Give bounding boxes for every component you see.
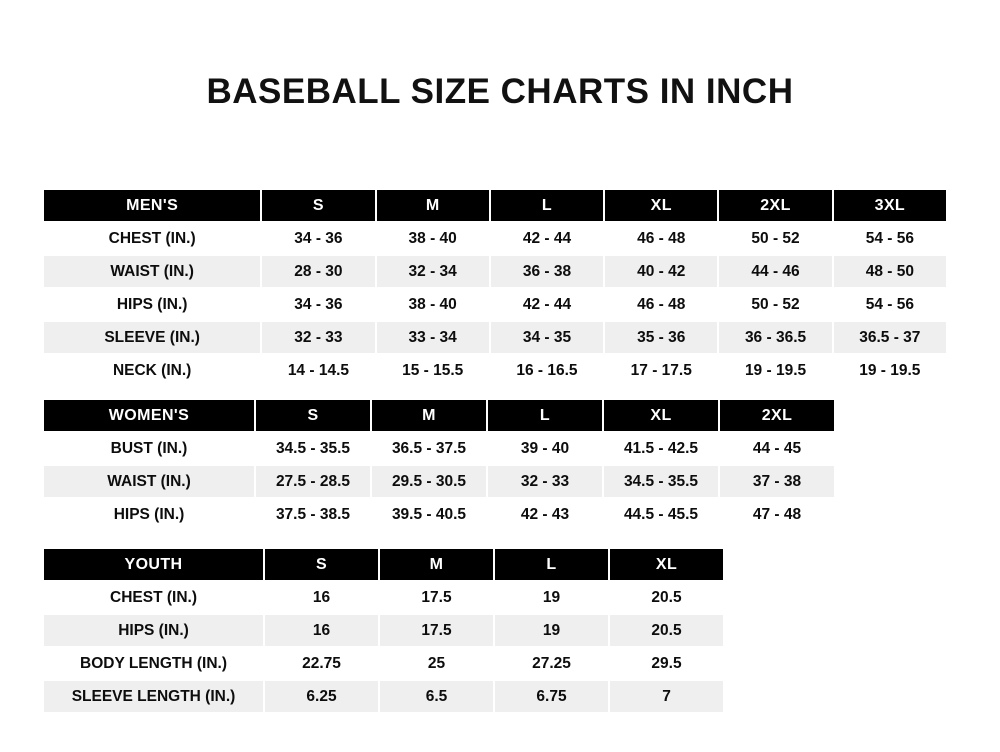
cell: 54 - 56 — [833, 288, 947, 321]
cell: 22.75 — [264, 647, 379, 680]
cell: 50 - 52 — [718, 222, 832, 255]
cell: 25 — [379, 647, 494, 680]
cell: 42 - 43 — [487, 498, 603, 531]
cell: 17.5 — [379, 581, 494, 614]
cell: 17.5 — [379, 614, 494, 647]
cell: 34 - 35 — [490, 321, 604, 354]
table-header-row — [43, 548, 724, 581]
cell: 16 - 16.5 — [490, 354, 604, 387]
cell: 34.5 - 35.5 — [255, 432, 371, 465]
column-header: L — [494, 548, 609, 581]
row-label: HIPS (IN.) — [43, 498, 255, 531]
cell: 39 - 40 — [487, 432, 603, 465]
cell: 37 - 38 — [719, 465, 835, 498]
row-label: BODY LENGTH (IN.) — [43, 647, 264, 680]
table-row — [43, 680, 724, 713]
cell: 36 - 38 — [490, 255, 604, 288]
table-row — [43, 354, 947, 387]
cell: 32 - 33 — [261, 321, 375, 354]
column-header: M — [376, 189, 490, 222]
cell: 38 - 40 — [376, 288, 490, 321]
column-header: L — [490, 189, 604, 222]
cell: 48 - 50 — [833, 255, 947, 288]
cell: 16 — [264, 581, 379, 614]
cell: 19 — [494, 581, 609, 614]
row-label: NECK (IN.) — [43, 354, 261, 387]
column-header: XL — [609, 548, 724, 581]
cell: 42 - 44 — [490, 222, 604, 255]
row-label: BUST (IN.) — [43, 432, 255, 465]
cell: 54 - 56 — [833, 222, 947, 255]
cell: 29.5 - 30.5 — [371, 465, 487, 498]
cell: 46 - 48 — [604, 288, 718, 321]
column-header: XL — [603, 399, 719, 432]
cell: 32 - 34 — [376, 255, 490, 288]
cell: 50 - 52 — [718, 288, 832, 321]
column-header: YOUTH — [43, 548, 264, 581]
page-title: BASEBALL SIZE CHARTS IN INCH — [206, 72, 794, 111]
youth-size-table — [42, 547, 725, 714]
cell: 32 - 33 — [487, 465, 603, 498]
cell: 36 - 36.5 — [718, 321, 832, 354]
cell: 33 - 34 — [376, 321, 490, 354]
table-row — [43, 465, 835, 498]
cell: 46 - 48 — [604, 222, 718, 255]
cell: 44 - 46 — [718, 255, 832, 288]
table-row — [43, 614, 724, 647]
cell: 27.5 - 28.5 — [255, 465, 371, 498]
cell: 16 — [264, 614, 379, 647]
cell: 44 - 45 — [719, 432, 835, 465]
row-label: CHEST (IN.) — [43, 581, 264, 614]
cell: 34 - 36 — [261, 222, 375, 255]
cell: 41.5 - 42.5 — [603, 432, 719, 465]
table-header-row — [43, 399, 835, 432]
cell: 14 - 14.5 — [261, 354, 375, 387]
table-row — [43, 255, 947, 288]
column-header: S — [261, 189, 375, 222]
table-row — [43, 288, 947, 321]
column-header: M — [371, 399, 487, 432]
row-label: WAIST (IN.) — [43, 465, 255, 498]
row-label: CHEST (IN.) — [43, 222, 261, 255]
cell: 20.5 — [609, 614, 724, 647]
cell: 40 - 42 — [604, 255, 718, 288]
column-header: S — [264, 548, 379, 581]
column-header: WOMEN'S — [43, 399, 255, 432]
cell: 17 - 17.5 — [604, 354, 718, 387]
column-header: MEN'S — [43, 189, 261, 222]
cell: 47 - 48 — [719, 498, 835, 531]
table-row — [43, 581, 724, 614]
cell: 36.5 - 37 — [833, 321, 947, 354]
cell: 19 — [494, 614, 609, 647]
cell: 19 - 19.5 — [833, 354, 947, 387]
cell: 27.25 — [494, 647, 609, 680]
cell: 37.5 - 38.5 — [255, 498, 371, 531]
column-header: S — [255, 399, 371, 432]
cell: 44.5 - 45.5 — [603, 498, 719, 531]
cell: 6.75 — [494, 680, 609, 713]
cell: 42 - 44 — [490, 288, 604, 321]
cell: 15 - 15.5 — [376, 354, 490, 387]
column-header: XL — [604, 189, 718, 222]
row-label: SLEEVE (IN.) — [43, 321, 261, 354]
row-label: HIPS (IN.) — [43, 614, 264, 647]
table-row — [43, 222, 947, 255]
cell: 6.5 — [379, 680, 494, 713]
cell: 34.5 - 35.5 — [603, 465, 719, 498]
column-header: M — [379, 548, 494, 581]
column-header: 3XL — [833, 189, 947, 222]
cell: 6.25 — [264, 680, 379, 713]
cell: 7 — [609, 680, 724, 713]
womens-size-table — [42, 398, 836, 532]
cell: 19 - 19.5 — [718, 354, 832, 387]
cell: 28 - 30 — [261, 255, 375, 288]
row-label: WAIST (IN.) — [43, 255, 261, 288]
column-header: 2XL — [718, 189, 832, 222]
row-label: SLEEVE LENGTH (IN.) — [43, 680, 264, 713]
table-row — [43, 432, 835, 465]
row-label: HIPS (IN.) — [43, 288, 261, 321]
cell: 38 - 40 — [376, 222, 490, 255]
mens-size-table — [42, 188, 948, 388]
cell: 34 - 36 — [261, 288, 375, 321]
cell: 36.5 - 37.5 — [371, 432, 487, 465]
table-header-row — [43, 189, 947, 222]
column-header: 2XL — [719, 399, 835, 432]
cell: 29.5 — [609, 647, 724, 680]
table-row — [43, 321, 947, 354]
cell: 39.5 - 40.5 — [371, 498, 487, 531]
cell: 20.5 — [609, 581, 724, 614]
column-header: L — [487, 399, 603, 432]
table-row — [43, 498, 835, 531]
cell: 35 - 36 — [604, 321, 718, 354]
table-row — [43, 647, 724, 680]
